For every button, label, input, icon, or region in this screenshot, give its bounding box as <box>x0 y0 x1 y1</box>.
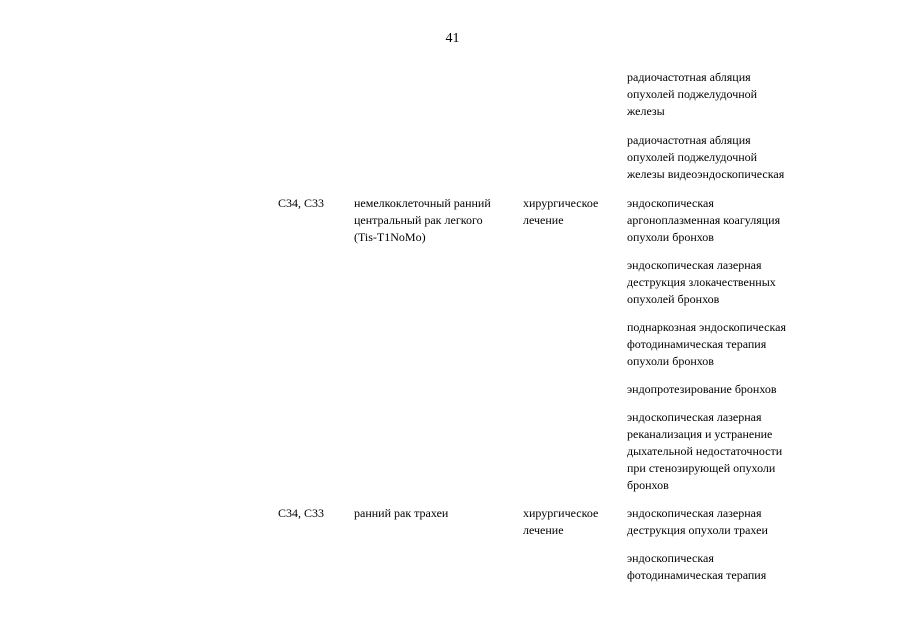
icd-code: C34, C33 <box>278 196 325 210</box>
method-text: радиочастотная абляция опухолей поджелудочной железы <box>627 70 758 118</box>
icd-code: C34, C33 <box>278 506 325 520</box>
method-text: эндоскопическая лазерная деструкция опухоли трахеи <box>627 506 768 537</box>
method-text: эндоскопическая фотодинамическая терапия <box>627 551 767 582</box>
method-text: эндоскопическая лазерная деструкция злокачественных опухолей бронхов <box>627 258 776 306</box>
treatment-type: хирургическое лечение <box>523 196 599 227</box>
page-number: 41 <box>445 31 460 46</box>
treatment-type: хирургическое лечение <box>523 506 599 537</box>
method-text: радиочастотная абляция опухолей поджелудочной железы видеоэндоскопическая <box>627 133 785 181</box>
method-text: эндоскопическая аргоноплазменная коагуляция опухоли бронхов <box>627 196 781 244</box>
method-text: эндопротезирование бронхов <box>627 382 777 396</box>
diagnosis-text: немелкоклеточный ранний центральный рак легкого (Tis-T1NoMo) <box>354 196 491 244</box>
diagnosis-text: ранний рак трахеи <box>354 506 449 520</box>
method-text: поднаркозная эндоскопическая фотодинамическая терапия опухоли бронхов <box>627 320 787 368</box>
method-text: эндоскопическая лазерная реканализация и устранение дыхательной недостаточности при стенозирующей опухоли бронхов <box>627 410 783 492</box>
